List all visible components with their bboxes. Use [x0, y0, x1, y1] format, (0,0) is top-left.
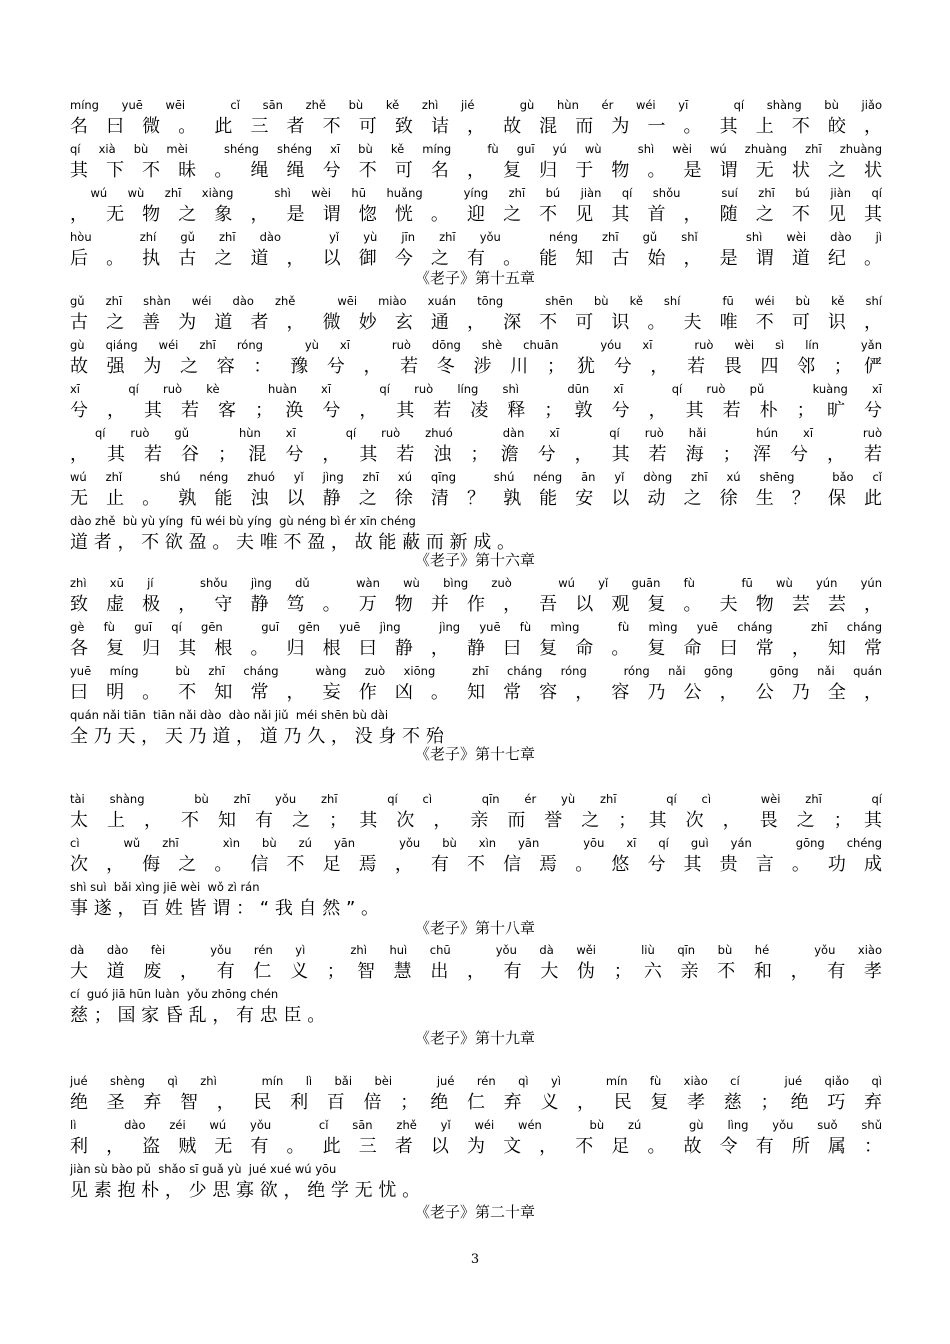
paragraph-block: [70, 1072, 882, 1204]
hanzi-line: 曰 明 。 不 知 常 ， 妄 作 凶 。 知 常 容 ， 容 乃 公 ， 公 乃 全 ，: [70, 682, 882, 703]
line-pair: [70, 1116, 882, 1160]
line-pair: [70, 140, 882, 184]
hanzi-line: 全 乃 天 ， 天 乃 道 ， 道 乃 久 ， 没 身 不 殆: [70, 726, 444, 747]
chapter-heading: 《老子》第十五章: [414, 269, 535, 287]
hanzi-line: 太 上 ， 不 知 有 之 ； 其 次 ， 亲 而 誉 之 ； 其 次 ， 畏 之 ； 其: [70, 810, 882, 831]
pinyin-line: dào zhě bù yù yíng fū wéi bù yíng gù néng bì ér xīn chéng: [70, 514, 416, 528]
hanzi-line: 致 虚 极 ， 守 静 笃 。 万 物 并 作 ， 吾 以 观 复 。 夫 物 芸 芸 ，: [70, 594, 882, 615]
pinyin-line: yuē míng bù zhī cháng wàng zuò xiōng zhī cháng róng róng nǎi gōng gōng nǎi quán: [70, 664, 882, 678]
hanzi-line: 道 者 ， 不 欲 盈 。 夫 唯 不 盈 ， 故 能 蔽 而 新 成 。: [70, 532, 515, 553]
chapter-heading: 《老子》第十七章: [414, 745, 535, 763]
line-pair: [70, 662, 882, 706]
pinyin-line: míng yuē wēi cǐ sān zhě bù kě zhì jié gù hùn ér wéi yī qí shàng bù jiǎo: [70, 98, 882, 112]
hanzi-line: 后 。 执 古 之 道 ， 以 御 今 之 有 。 能 知 古 始 ， 是 谓 道 纪 。: [70, 248, 882, 269]
chapter-heading: 《老子》第十六章: [414, 551, 535, 569]
line-pair: [70, 292, 882, 336]
pinyin-line: xī qí ruò kè huàn xī qí ruò líng shì dūn xī qí ruò pǔ kuàng xī: [70, 382, 882, 396]
chapter-heading: 《老子》第十八章: [414, 919, 535, 937]
hanzi-line: 见 素 抱 朴 ， 少 思 寡 欲 ， 绝 学 无 忧 。: [70, 1180, 421, 1201]
hanzi-line: 事 遂 ， 百 姓 皆 谓 ： “ 我 自 然 ” 。: [70, 898, 380, 919]
line-pair: [70, 380, 882, 424]
pinyin-line: jué shèng qì zhì mín lì bǎi bèi jué rén qì yì mín fù xiào cí jué qiǎo qì: [70, 1074, 882, 1088]
hanzi-line: 兮 ， 其 若 客 ； 涣 兮 ， 其 若 凌 释 ； 敦 兮 ， 其 若 朴 ； 旷 兮: [70, 400, 882, 421]
pinyin-line: jiàn sù bào pǔ shǎo sī guǎ yù jué xué wú yōu: [70, 1162, 337, 1176]
hanzi-line: 各 复 归 其 根 。 归 根 曰 静 ， 静 曰 复 命 。 复 命 曰 常 ， 知 常: [70, 638, 882, 659]
hanzi-line: 慈 ； 国 家 昏 乱 ， 有 忠 臣 。: [70, 1005, 326, 1026]
pinyin-line: dà dào fèi yǒu rén yì zhì huì chū yǒu dà wěi liù qīn bù hé yǒu xiào: [70, 943, 882, 957]
hanzi-line: 名 曰 微 。 此 三 者 不 可 致 诘 ， 故 混 而 为 一 。 其 上 不 皎 ，: [70, 116, 882, 137]
line-pair: [70, 574, 882, 618]
line-pair: [70, 618, 882, 662]
pinyin-line: wú zhǐ shú néng zhuó yǐ jìng zhī xú qīng shú néng ān yǐ dòng zhī xú shēng bǎo cǐ: [70, 470, 882, 484]
hanzi-line: ， 其 若 谷 ； 混 兮 ， 其 若 浊 ； 澹 兮 ， 其 若 海 ； 浑 兮 ， 若: [70, 444, 882, 465]
line-pair: [70, 228, 882, 272]
pinyin-line: gǔ zhī shàn wéi dào zhě wēi miào xuán tōng shēn bù kě shí fū wéi bù kě shí: [70, 294, 882, 308]
line-pair: [70, 1072, 882, 1116]
pinyin-line: gè fù guī qí gēn guī gēn yuē jìng jìng yuē fù mìng fù mìng yuē cháng zhī cháng: [70, 620, 882, 634]
pinyin-line: qí xià bù mèi shéng shéng xī bù kě míng fù guī yú wù shì wèi wú zhuàng zhī zhuàng: [70, 142, 882, 156]
line-pair: [70, 96, 882, 140]
hanzi-line: 古 之 善 为 道 者 ， 微 妙 玄 通 ， 深 不 可 识 。 夫 唯 不 可 识 ，: [70, 312, 882, 333]
pinyin-line: gù qiáng wéi zhī róng yù xī ruò dōng shè chuān yóu xī ruò wèi sì lín yǎn: [70, 338, 882, 352]
hanzi-line: 绝 圣 弃 智 ， 民 利 百 倍 ； 绝 仁 弃 义 ， 民 复 孝 慈 ； 绝 巧 弃: [70, 1092, 882, 1113]
hanzi-line: 大 道 废 ， 有 仁 义 ； 智 慧 出 ， 有 大 伪 ； 六 亲 不 和 ， 有 孝: [70, 961, 882, 982]
chapter-heading: 《老子》第十九章: [414, 1029, 535, 1047]
line-pair: [70, 1160, 882, 1204]
pinyin-line: zhì xū jí shǒu jìng dǔ wàn wù bìng zuò wú yǐ guān fù fū wù yún yún: [70, 576, 882, 590]
hanzi-line: 利 ， 盗 贼 无 有 。 此 三 者 以 为 文 ， 不 足 。 故 令 有 所 属 ：: [70, 1136, 882, 1157]
line-pair: [70, 878, 882, 922]
hanzi-line: 故 强 为 之 容 ： 豫 兮 ， 若 冬 涉 川 ； 犹 兮 ， 若 畏 四 邻 ； 俨: [70, 356, 882, 377]
hanzi-line: ， 无 物 之 象 ， 是 谓 惚 恍 。 迎 之 不 见 其 首 ， 随 之 不 见 其: [70, 204, 882, 225]
pinyin-line: cì wǔ zhī xìn bù zú yān yǒu bù xìn yān yōu xī qí guì yán gōng chéng: [70, 836, 882, 850]
line-pair: [70, 468, 882, 512]
line-pair: [70, 790, 882, 834]
line-pair: [70, 336, 882, 380]
line-pair: [70, 834, 882, 878]
pinyin-line: hòu zhí gǔ zhī dào yǐ yù jīn zhī yǒu néng zhī gǔ shǐ shì wèi dào jì: [70, 230, 882, 244]
line-pair: [70, 184, 882, 228]
pinyin-line: qí ruò gǔ hùn xī qí ruò zhuó dàn xī qí ruò hǎi hún xī ruò: [70, 426, 882, 440]
pinyin-line: cí guó jiā hūn luàn yǒu zhōng chén: [70, 987, 279, 1001]
line-pair: [70, 941, 882, 985]
paragraph-block: [70, 790, 882, 922]
hanzi-line: 其 下 不 昧 。 绳 绳 兮 不 可 名 ， 复 归 于 物 。 是 谓 无 状 之 状: [70, 160, 882, 181]
hanzi-line: 无 止 。 孰 能 浊 以 静 之 徐 清 ？ 孰 能 安 以 动 之 徐 生 ？ 保 此: [70, 488, 882, 509]
page-number: 3: [470, 1252, 480, 1267]
pinyin-line: lì dào zéi wú yǒu cǐ sān zhě yǐ wéi wén bù zú gù lìng yǒu suǒ shǔ: [70, 1118, 882, 1132]
hanzi-line: 次 ， 侮 之 。 信 不 足 焉 ， 有 不 信 焉 。 悠 兮 其 贵 言 。 功 成: [70, 854, 882, 875]
pinyin-line: wú wù zhī xiàng shì wèi hū huǎng yíng zhī bú jiàn qí shǒu suí zhī bú jiàn qí: [70, 186, 882, 200]
chapter-heading: 《老子》第二十章: [414, 1203, 535, 1221]
pinyin-line: tài shàng bù zhī yǒu zhī qí cì qīn ér yù zhī qí cì wèi zhī qí: [70, 792, 882, 806]
paragraph-block: [70, 574, 882, 750]
paragraph-block: [70, 96, 882, 272]
line-pair: [70, 424, 882, 468]
paragraph-block: [70, 941, 882, 1029]
pinyin-line: shì suì bǎi xìng jiē wèi wǒ zì rán: [70, 880, 260, 894]
pinyin-line: quán nǎi tiān tiān nǎi dào dào nǎi jiǔ méi shēn bù dài: [70, 708, 389, 722]
paragraph-block: [70, 292, 882, 556]
line-pair: [70, 985, 882, 1029]
